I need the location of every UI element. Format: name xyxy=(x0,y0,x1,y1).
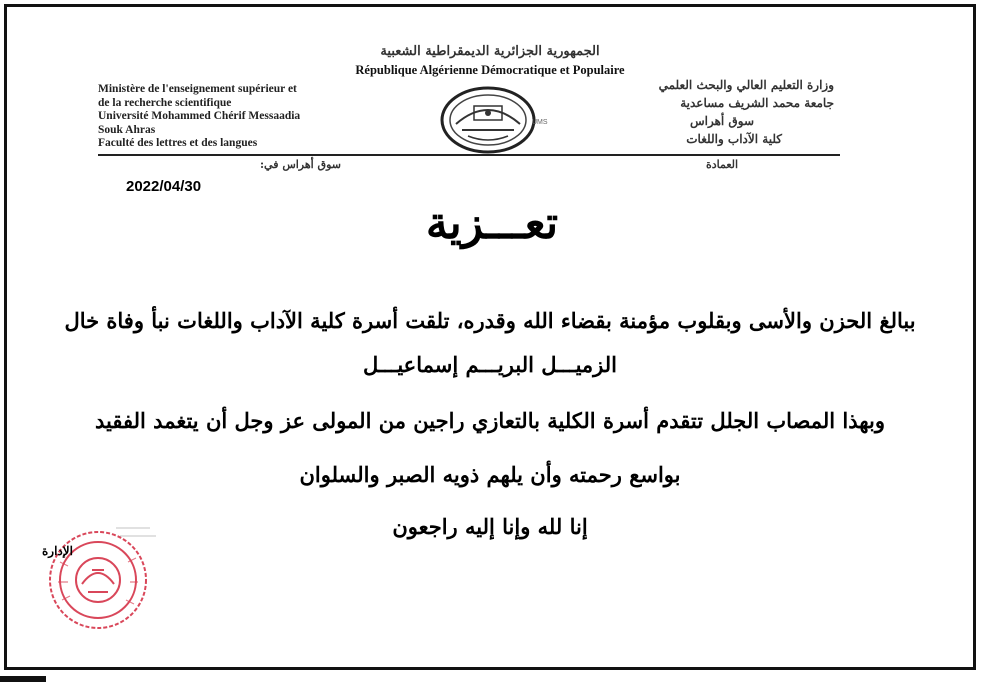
header-left-line: de la recherche scientifique xyxy=(98,96,232,109)
body-line: بواسع رحمته وأن يلهم ذويه الصبر والسلوان xyxy=(299,462,681,487)
official-stamp xyxy=(30,522,160,632)
header-left-line: Université Mohammed Chérif Messaadia xyxy=(98,110,301,122)
header-left-line: Souk Ahras xyxy=(98,123,156,136)
university-logo xyxy=(432,84,548,156)
header-republic-arabic: الجمهورية الجزائرية الديمقراطية الشعبية xyxy=(380,44,600,59)
header-left-line: Faculté des lettres et des langues xyxy=(98,137,258,149)
header-divider xyxy=(98,154,840,156)
body-line: الزميـــل البريـــم إسماعيـــل xyxy=(362,352,618,377)
deanship-label: العمادة xyxy=(706,158,739,171)
administration-signature-label: الإدارة xyxy=(42,544,73,558)
header-republic-french: République Algérienne Démocratique et Populaire xyxy=(355,63,625,77)
svg-text:UMS: UMS xyxy=(532,119,548,126)
header-right-line: سوق أهراس xyxy=(689,114,754,128)
document-date: 2022/04/30 xyxy=(126,178,202,195)
body-line: ببالغ الحزن والأسى وبقلوب مؤمنة بقضاء الله وقدره، تلقت أسرة كلية الآداب واللغات نبأ وفاة خال xyxy=(64,308,916,333)
header-left-block xyxy=(98,83,428,151)
place-date-label: سوق أهراس في: xyxy=(260,158,341,171)
header-right-line: وزارة التعليم العالي والبحث العلمي xyxy=(658,78,834,92)
header-left-line: Ministère de l'enseignement supérieur et xyxy=(98,83,297,95)
document-title: تعـــزية xyxy=(425,198,559,249)
body-line: وبهذا المصاب الجلل تتقدم أسرة الكلية بالتعازي راجين من المولى عز وجل أن يتغمد الفقيد xyxy=(95,408,885,433)
header-right-line: كلية الآداب واللغات xyxy=(686,132,782,146)
corner-mark xyxy=(0,676,46,682)
header-right-line: جامعة محمد الشريف مساعدية xyxy=(680,96,834,110)
header-right-block xyxy=(544,76,834,148)
body-line: إنا لله وإنا إليه راجعون xyxy=(392,514,588,539)
